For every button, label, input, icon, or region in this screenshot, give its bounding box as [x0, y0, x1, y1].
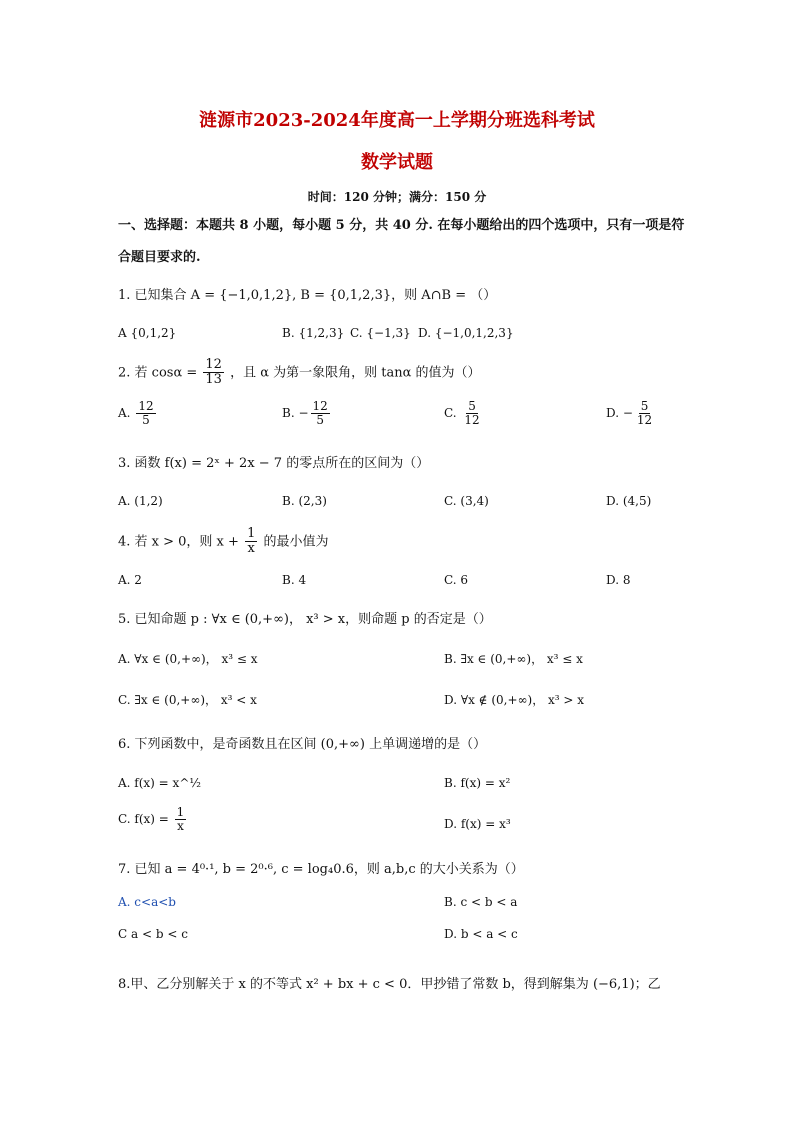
- q4-fraction: [245, 527, 257, 557]
- section-intro: 一、选择题：本题共 8 小题，每小题 5 分，共 40 分. 在每小题给出的四个选项中，只有一项是符合题目要求的.: [118, 218, 685, 265]
- q6-c-pre: C. f(x) =: [118, 812, 169, 827]
- q2-option-b: B. − $\frac{12}{5}$: [282, 399, 328, 428]
- q2-c-label: C.: [444, 406, 457, 421]
- q2-c-den: 12: [464, 413, 480, 428]
- q1-option-c: C. {−1,3}: [350, 326, 411, 340]
- q2-frac-den: 13: [205, 372, 222, 388]
- q3-option-c: C. (3,4): [444, 494, 489, 508]
- question-7-stem: 7. 已知 a = 4⁰·¹, b = 2⁰·⁶, c = log₄0.6，则 a,b,c 的大小关系为（）: [118, 862, 524, 877]
- question-5-stem: 5. 已知命题 p : ∀x ∈ (0,+∞)， x³ > x，则命题 p 的否定是（）: [118, 612, 492, 627]
- q3-option-b: B. (2,3): [282, 494, 327, 508]
- q2-a-den: 5: [142, 413, 150, 428]
- q7-option-d: D. b < a < c: [444, 927, 518, 941]
- question-1-stem: 1. 已知集合 A = {−1,0,1,2}, B = {0,1,2,3}，则 A∩B = （）: [118, 288, 497, 303]
- question-3-stem: 3. 函数 f(x) = 2ˣ + 2x − 7 的零点所在的区间为（）: [118, 456, 430, 471]
- question-6-stem: 6. 下列函数中，是奇函数且在区间 (0,+∞) 上单调递增的是（）: [118, 737, 487, 752]
- exam-title: 涟源市2023-2024年度高一上学期分班选科考试: [199, 110, 595, 131]
- q2-option-c: [444, 400, 484, 427]
- q2-d-num: 5: [640, 399, 649, 413]
- q4-stem-post: 的最小值为: [263, 534, 329, 550]
- q1-option-a: A {0,1,2}: [118, 326, 177, 340]
- q4-option-a: A. 2: [118, 573, 142, 587]
- q2-frac-num: 12: [205, 357, 222, 372]
- q7-option-b: B. c < b < a: [444, 895, 518, 909]
- q6-option-b: B. f(x) = x²: [444, 776, 511, 790]
- q5-option-a: A. ∀x ∈ (0,+∞)， x³ ≤ x: [118, 652, 258, 666]
- q4-option-d: D. 8: [606, 573, 631, 587]
- q7-option-c: C a < b < c: [118, 927, 188, 941]
- q6-c-num: 1: [176, 805, 185, 819]
- q2-option-a: [118, 400, 158, 427]
- q6-option-d: D. f(x) = x³: [444, 817, 511, 831]
- q3-option-d: D. (4,5): [606, 494, 652, 508]
- question-4-stem: [118, 527, 329, 557]
- q2-c-num: 5: [468, 399, 476, 413]
- question-8-stem: 8.甲、乙分别解关于 x 的不等式 x² + bx + c < 0．甲抄错了常数 b，得到解集为 (−6,1)；乙: [118, 977, 661, 992]
- q6-option-c: [118, 806, 188, 833]
- q2-stem-pre: 2. 若 cosα =: [118, 365, 198, 381]
- q6-c-den: x: [177, 819, 184, 834]
- exam-info: 时间：120 分钟；满分：150 分: [307, 190, 487, 204]
- q2-d-label: D.: [606, 406, 620, 421]
- q4-option-b: B. 4: [282, 573, 307, 587]
- q4-option-c: C. 6: [444, 573, 469, 587]
- q5-option-d: D. ∀x ∉ (0,+∞)， x³ > x: [444, 693, 585, 707]
- q2-b-label: B.: [282, 406, 295, 421]
- q1-option-b: B. {1,2,3}: [282, 326, 345, 340]
- q2-a-label: A.: [118, 406, 131, 421]
- q4-frac-den: x: [247, 541, 255, 557]
- q2-b-den: 5: [316, 413, 324, 428]
- q7-option-a: A. c<a<b: [118, 895, 176, 909]
- q1-option-d: D. {−1,0,1,2,3}: [418, 326, 514, 340]
- question-2-stem: [118, 358, 481, 388]
- q5-option-b: B. ∃x ∈ (0,+∞)， x³ ≤ x: [444, 652, 583, 666]
- q3-option-a: A. (1,2): [118, 494, 163, 508]
- q2-b-num: 12: [312, 399, 328, 413]
- q4-frac-num: 1: [247, 526, 256, 541]
- q2-fraction: [203, 358, 224, 388]
- q6-option-a: A. f(x) = x^½: [118, 776, 202, 790]
- exam-subtitle: 数学试题: [361, 152, 433, 173]
- q5-option-c: C. ∃x ∈ (0,+∞)， x³ < x: [118, 693, 257, 707]
- q2-option-d: D. − $\frac{5}{12}$: [606, 399, 653, 428]
- q2-stem-post: ，且 α 为第一象限角，则 tanα 的值为（）: [230, 365, 481, 381]
- q4-stem-pre: 4. 若 x > 0，则 x +: [118, 534, 239, 550]
- q2-a-num: 12: [138, 399, 154, 413]
- q2-d-den: 12: [636, 413, 653, 428]
